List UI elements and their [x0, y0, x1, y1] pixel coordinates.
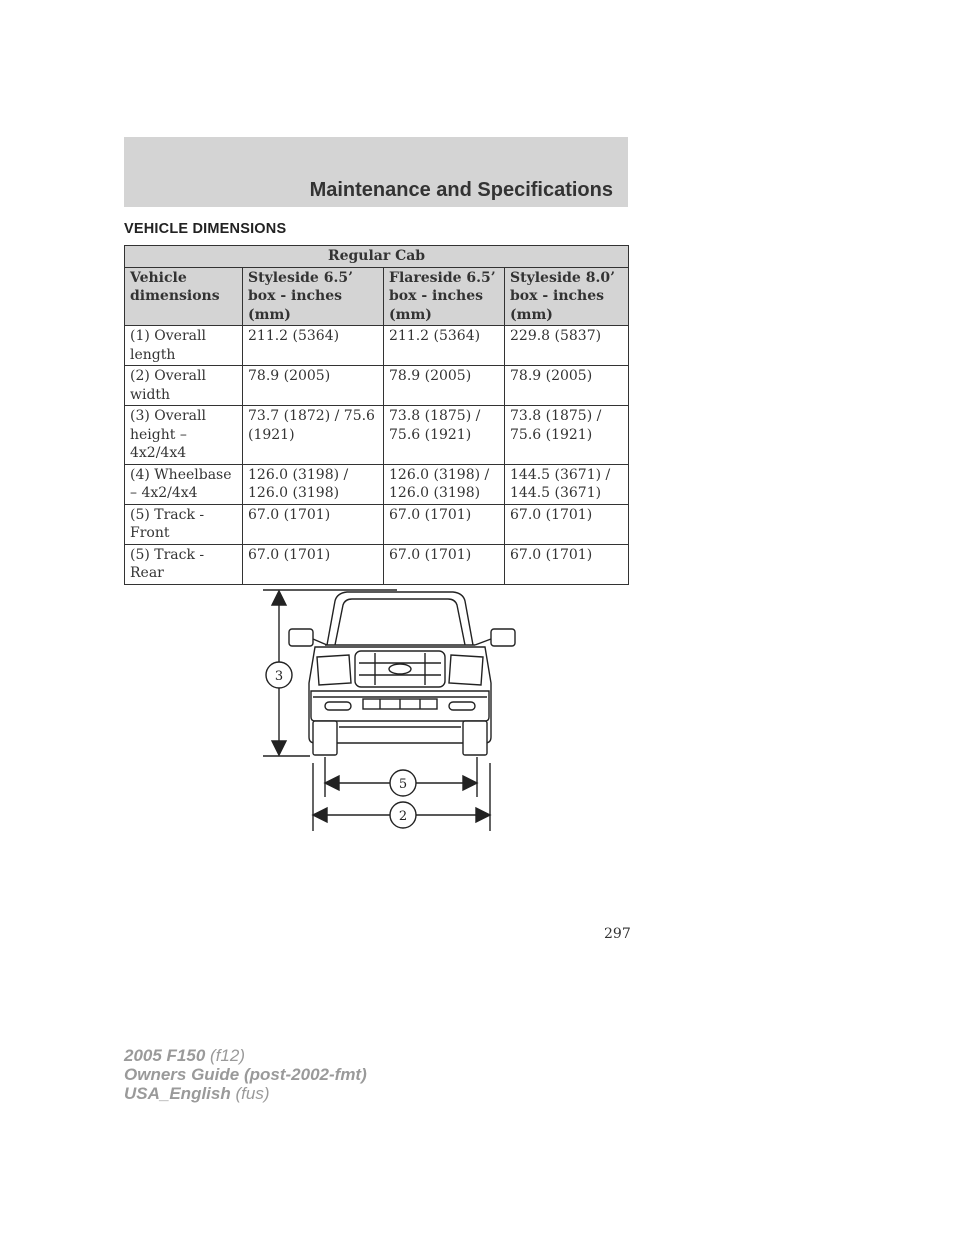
table-cell: 78.9 (2005) [243, 366, 384, 406]
column-header: Styleside 8.0’ box - inches (mm) [505, 267, 629, 326]
table-cell: (3) Overall height – 4x2/4x4 [125, 406, 243, 465]
dimensions-table [124, 245, 629, 585]
table-cell: 78.9 (2005) [384, 366, 505, 406]
footer [124, 1046, 367, 1103]
table-cell: (5) Track - Rear [125, 544, 243, 584]
footer-guide: Owners Guide (post-2002-fmt) [124, 1065, 367, 1084]
table-row [125, 326, 629, 366]
table-cell: 144.5 (3671) / 144.5 (3671) [505, 464, 629, 504]
footer-line-3 [124, 1084, 367, 1103]
column-header: Vehicle dimensions [125, 267, 243, 326]
section-title: VEHICLE DIMENSIONS [124, 221, 287, 237]
table-cell: 73.8 (1875) / 75.6 (1921) [384, 406, 505, 465]
column-header: Flareside 6.5’ box - inches (mm) [384, 267, 505, 326]
table-row [125, 464, 629, 504]
table-row [125, 504, 629, 544]
table-cell: 126.0 (3198) / 126.0 (3198) [384, 464, 505, 504]
page-number: 297 [604, 926, 631, 942]
header-band [124, 137, 628, 207]
width-label [390, 802, 416, 828]
table-cell: (4) Wheelbase – 4x2/4x4 [125, 464, 243, 504]
table-cell: (1) Overall length [125, 326, 243, 366]
footer-language: USA_English [124, 1084, 231, 1103]
footer-line-1 [124, 1046, 367, 1065]
table-cell: 73.7 (1872) / 75.6 (1921) [243, 406, 384, 465]
table-cell: 67.0 (1701) [384, 504, 505, 544]
table-cell: 211.2 (5364) [243, 326, 384, 366]
table-cell: 229.8 (5837) [505, 326, 629, 366]
table-cell: 78.9 (2005) [505, 366, 629, 406]
table-cell: 67.0 (1701) [243, 544, 384, 584]
table-row [125, 406, 629, 465]
table-cell: 67.0 (1701) [384, 544, 505, 584]
table-cell: 67.0 (1701) [243, 504, 384, 544]
truck-front-diagram [255, 585, 525, 835]
table-group-header: Regular Cab [125, 246, 629, 268]
table-group-header-row [125, 246, 629, 268]
width-label-text: 2 [398, 809, 408, 824]
column-header: Styleside 6.5’ box - inches (mm) [243, 267, 384, 326]
table-cell: 67.0 (1701) [505, 504, 629, 544]
table-header-row [125, 267, 629, 326]
footer-model: 2005 F150 [124, 1046, 206, 1065]
table-row [125, 366, 629, 406]
height-label-text: 3 [274, 669, 284, 684]
left-tire [313, 721, 337, 755]
table-cell: 126.0 (3198) / 126.0 (3198) [243, 464, 384, 504]
footer-line-2 [124, 1065, 367, 1084]
track-label [390, 770, 416, 796]
table-cell: 73.8 (1875) / 75.6 (1921) [505, 406, 629, 465]
track-label-text: 5 [398, 777, 408, 792]
footer-language-code: (fus) [235, 1084, 270, 1103]
table-cell: (2) Overall width [125, 366, 243, 406]
right-tire [463, 721, 487, 755]
table-row [125, 544, 629, 584]
table-cell: (5) Track - Front [125, 504, 243, 544]
table-cell: 211.2 (5364) [384, 326, 505, 366]
page-title: Maintenance and Specifications [309, 179, 613, 201]
table-cell: 67.0 (1701) [505, 544, 629, 584]
footer-model-code: (f12) [210, 1046, 245, 1065]
height-label [266, 662, 292, 688]
